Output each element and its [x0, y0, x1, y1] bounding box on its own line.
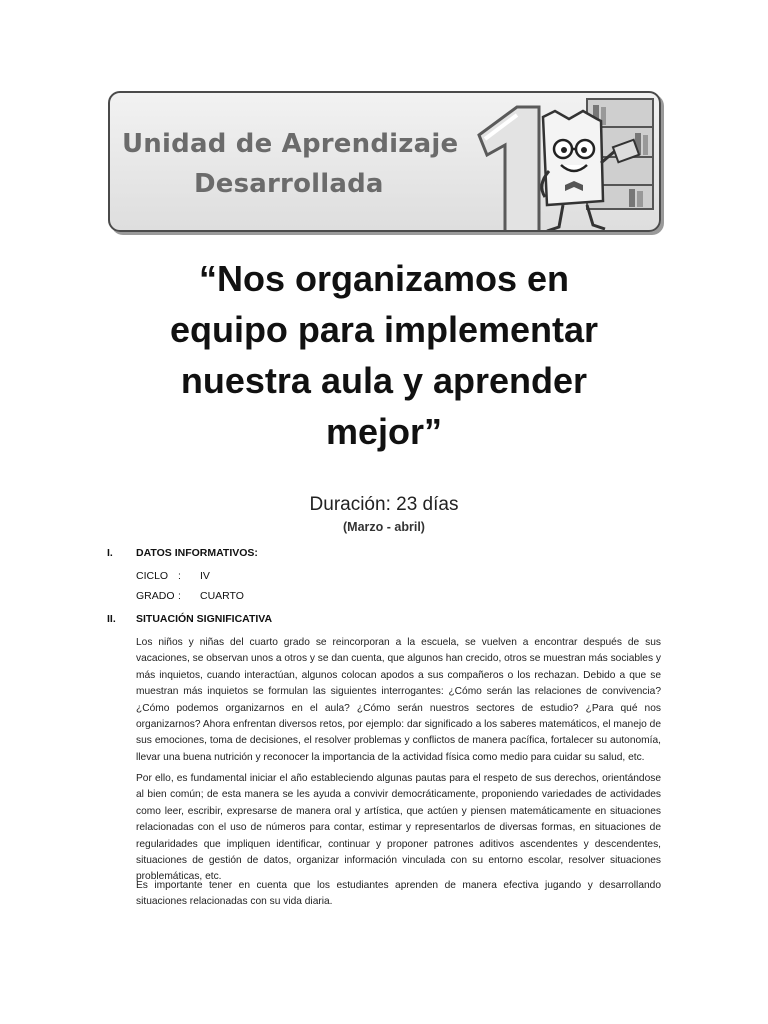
- ciclo-row: [136, 570, 210, 582]
- unit-title-line3: nuestra aula y aprender: [180, 360, 588, 401]
- grado-label: GRADO: [136, 590, 175, 602]
- duration: Duración: 23 días: [309, 494, 459, 515]
- mascot-illustration: [459, 93, 659, 232]
- paragraph-2: Por ello, es fundamental iniciar el año estableciendo algunas pautas para el respeto de sus derechos, orientándose al bien común; de esta manera se les ayuda a convivir democráticamente, proponiendo variedades de actividades como leer, escribir, expresarse de manera oral y artística, que actúen y piensen matemáticamente en situaciones relacionadas con el uso de números para contar, estimar y representarlos de diversas formas, en situaciones de regularidades que impliquen identificar, continuar y proponer patrones aditivos ascendentes y descendentes, situaciones de gestión de datos, organizar información vinculada con su entorno escolar, resolver situaciones problemáticas, etc.: [136, 773, 661, 883]
- unit-title: [84, 253, 684, 457]
- paragraph-3: Es importante tener en cuenta que los estudiantes aprenden de manera efectiva jugando y desarrollando situaciones relacionadas con su vida diaria.: [136, 880, 661, 908]
- banner-title-line1: Unidad de Aprendizaje: [122, 129, 459, 159]
- banner-title-line2: Desarrollada: [194, 169, 384, 199]
- section-1-title: DATOS INFORMATIVOS:: [136, 547, 258, 559]
- grado-separator: :: [178, 590, 181, 602]
- grado-row: [136, 590, 244, 602]
- paragraph-1: Los niños y niñas del cuarto grado se reincorporan a la escuela, se vuelven a encontrar después de sus vacaciones, se observan unos a otros y se dan cuenta, que algunos han crecido, otros se muestran más sociables y más inquietos, cuando interactúan, algunos colocan apodos a sus compañeros o los rechazan. Debido a que se muestran más inquietos se formulan las siguientes interrogantes: ¿Cómo serán las relaciones de convivencia? ¿Cómo podemos organizarnos en el aula? ¿Cómo serán nuestros sectores de estudio? ¿Para qué nos organizarnos? Ahora enfrentan diversos retos, por ejemplo: dar significado a los saberes matemáticos, el manejo de sus emociones, toma de decisiones, el resolver problemas y conflictos de manera pacífica, fortalecer su autonomía, llevar una buena nutrición y reconocer la importancia de la actividad física como medio para cuidar su salud, etc.: [136, 637, 661, 763]
- ciclo-separator: :: [178, 570, 181, 582]
- section-2-title: SITUACIÓN SIGNIFICATIVA: [136, 613, 273, 625]
- unit-number-one: [479, 107, 539, 232]
- date-range: (Marzo - abril): [343, 520, 425, 534]
- unit-title-line1: “Nos organizamos en: [198, 258, 570, 299]
- unit-title-line2: equipo para implementar: [169, 309, 599, 350]
- unit-title-line4: mejor”: [325, 411, 443, 452]
- ciclo-value: IV: [200, 570, 210, 582]
- unit-banner: [108, 91, 661, 232]
- grado-value: CUARTO: [200, 590, 244, 602]
- section-2-number: II.: [107, 613, 116, 625]
- section-1-number: I.: [107, 547, 113, 559]
- ciclo-label: CICLO: [136, 570, 169, 582]
